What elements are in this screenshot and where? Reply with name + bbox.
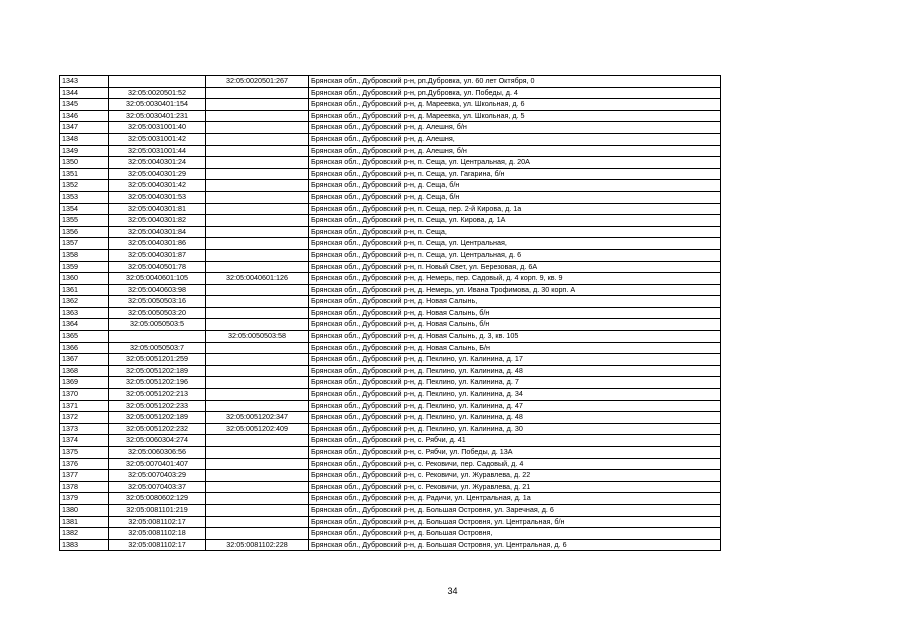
- address-cell: Брянская обл., Дубровский р-н, д. Большая Островня, ул. Заречная, д. 6: [309, 504, 721, 516]
- cadastral-number-cell: 32:05:0051202:189: [109, 365, 206, 377]
- address-cell: Брянская обл., Дубровский р-н, п. Сеща, пер. 2-й Кирова, д. 1а: [309, 203, 721, 215]
- table-row: [60, 273, 721, 285]
- table-row: [60, 331, 721, 343]
- address-cell: Брянская обл., Дубровский р-н, п. Новый Свет, ул. Березовая, д. 6А: [309, 261, 721, 273]
- linked-cadastral-number-cell: 32:05:0050503:58: [206, 331, 309, 343]
- linked-cadastral-number-cell: [206, 238, 309, 250]
- table-row: [60, 365, 721, 377]
- row-number-cell: 1347: [60, 122, 109, 134]
- cadastral-number-cell: 32:05:0081102:17: [109, 516, 206, 528]
- address-cell: Брянская обл., Дубровский р-н, п. Сеща, ул. Центральная, д. 6: [309, 249, 721, 261]
- table-row: [60, 99, 721, 111]
- table-row: [60, 180, 721, 192]
- linked-cadastral-number-cell: [206, 435, 309, 447]
- address-cell: Брянская обл., Дубровский р-н, п. Сеща, ул. Центральная, д. 20А: [309, 157, 721, 169]
- address-cell: Брянская обл., Дубровский р-н, д. Пеклино, ул. Калинина, д. 7: [309, 377, 721, 389]
- cadastral-number-cell: 32:05:0051202:232: [109, 423, 206, 435]
- address-cell: Брянская обл., Дубровский р-н, п. Сеща, ул. Гагарина, б/н: [309, 168, 721, 180]
- address-cell: Брянская обл., Дубровский р-н, рп.Дубровка, ул. 60 лет Октября, 0: [309, 76, 721, 88]
- table-row: [60, 481, 721, 493]
- linked-cadastral-number-cell: [206, 157, 309, 169]
- row-number-cell: 1346: [60, 110, 109, 122]
- linked-cadastral-number-cell: [206, 110, 309, 122]
- linked-cadastral-number-cell: [206, 458, 309, 470]
- address-cell: Брянская обл., Дубровский р-н, д. Пеклино, ул. Калинина, д. 34: [309, 389, 721, 401]
- address-cell: Брянская обл., Дубровский р-н, д. Пеклино, ул. Калинина, д. 48: [309, 365, 721, 377]
- address-cell: Брянская обл., Дубровский р-н, д. Новая Салынь, Б/н: [309, 342, 721, 354]
- row-number-cell: 1379: [60, 493, 109, 505]
- table-row: [60, 504, 721, 516]
- linked-cadastral-number-cell: [206, 307, 309, 319]
- cadastral-number-cell: 32:05:0081102:17: [109, 539, 206, 551]
- row-number-cell: 1382: [60, 528, 109, 540]
- table-row: [60, 400, 721, 412]
- linked-cadastral-number-cell: [206, 226, 309, 238]
- address-cell: Брянская обл., Дубровский р-н, д. Новая Салынь,: [309, 296, 721, 308]
- cadastral-number-cell: 32:05:0020501:52: [109, 87, 206, 99]
- linked-cadastral-number-cell: [206, 504, 309, 516]
- row-number-cell: 1371: [60, 400, 109, 412]
- address-cell: Брянская обл., Дубровский р-н, д. Большая Островня, ул. Центральная, д. 6: [309, 539, 721, 551]
- row-number-cell: 1345: [60, 99, 109, 111]
- table-row: [60, 447, 721, 459]
- address-cell: Брянская обл., Дубровский р-н, д. Немерь, пер. Садовый, д. 4 корп. 9, кв. 9: [309, 273, 721, 285]
- linked-cadastral-number-cell: [206, 319, 309, 331]
- table-row: [60, 354, 721, 366]
- address-cell: Брянская обл., Дубровский р-н, д. Немерь, ул. Ивана Трофимова, д. 30 корп. А: [309, 284, 721, 296]
- table-row: [60, 157, 721, 169]
- table-row: [60, 296, 721, 308]
- linked-cadastral-number-cell: [206, 493, 309, 505]
- cadastral-number-cell: 32:05:0070403:37: [109, 481, 206, 493]
- cadastral-number-cell: 32:05:0040601:105: [109, 273, 206, 285]
- cadastral-number-cell: 32:05:0070401:407: [109, 458, 206, 470]
- table-row: [60, 284, 721, 296]
- address-cell: Брянская обл., Дубровский р-н, д. Пеклино, ул. Калинина, д. 30: [309, 423, 721, 435]
- cadastral-number-cell: 32:05:0081102:18: [109, 528, 206, 540]
- address-cell: Брянская обл., Дубровский р-н, д. Алешня,: [309, 133, 721, 145]
- linked-cadastral-number-cell: [206, 284, 309, 296]
- row-number-cell: 1368: [60, 365, 109, 377]
- cadastral-number-cell: 32:05:0040301:87: [109, 249, 206, 261]
- table-row: [60, 307, 721, 319]
- cadastral-number-cell: 32:05:0081101:219: [109, 504, 206, 516]
- table-row: [60, 493, 721, 505]
- cadastral-number-cell: 32:05:0070403:29: [109, 470, 206, 482]
- cadastral-number-cell: [109, 76, 206, 88]
- cadastral-number-cell: 32:05:0050503:5: [109, 319, 206, 331]
- row-number-cell: 1359: [60, 261, 109, 273]
- table-row: [60, 458, 721, 470]
- row-number-cell: 1357: [60, 238, 109, 250]
- linked-cadastral-number-cell: [206, 389, 309, 401]
- table-row: [60, 145, 721, 157]
- cadastral-number-cell: 32:05:0050503:20: [109, 307, 206, 319]
- cadastral-number-cell: 32:05:0040301:82: [109, 215, 206, 227]
- row-number-cell: 1349: [60, 145, 109, 157]
- cadastral-number-cell: 32:05:0030401:154: [109, 99, 206, 111]
- cadastral-number-cell: 32:05:0080602:129: [109, 493, 206, 505]
- address-cell: Брянская обл., Дубровский р-н, с. Рековичи, пер. Садовый, д. 4: [309, 458, 721, 470]
- table-row: [60, 528, 721, 540]
- row-number-cell: 1358: [60, 249, 109, 261]
- row-number-cell: 1370: [60, 389, 109, 401]
- linked-cadastral-number-cell: [206, 133, 309, 145]
- row-number-cell: 1377: [60, 470, 109, 482]
- table-row: [60, 203, 721, 215]
- row-number-cell: 1356: [60, 226, 109, 238]
- address-cell: Брянская обл., Дубровский р-н, п. Сеща, ул. Центральная,: [309, 238, 721, 250]
- table-row: [60, 377, 721, 389]
- cadastral-number-cell: 32:05:0051202:196: [109, 377, 206, 389]
- linked-cadastral-number-cell: [206, 87, 309, 99]
- linked-cadastral-number-cell: [206, 168, 309, 180]
- linked-cadastral-number-cell: [206, 354, 309, 366]
- address-cell: Брянская обл., Дубровский р-н, с. Рябчи, ул. Победы, д. 13А: [309, 447, 721, 459]
- row-number-cell: 1364: [60, 319, 109, 331]
- records-table: [59, 75, 721, 551]
- table-row: [60, 389, 721, 401]
- address-cell: Брянская обл., Дубровский р-н, д. Новая Салынь, б/н: [309, 319, 721, 331]
- address-cell: Брянская обл., Дубровский р-н, с. Рековичи, ул. Журавлева, д. 22: [309, 470, 721, 482]
- address-cell: Брянская обл., Дубровский р-н, д. Мареевка, ул. Школьная, д. 5: [309, 110, 721, 122]
- table-row: [60, 423, 721, 435]
- address-cell: Брянская обл., Дубровский р-н, п. Сеща,: [309, 226, 721, 238]
- address-cell: Брянская обл., Дубровский р-н, с. Рябчи, д. 41: [309, 435, 721, 447]
- linked-cadastral-number-cell: 32:05:0051202:347: [206, 412, 309, 424]
- row-number-cell: 1376: [60, 458, 109, 470]
- table-row: [60, 110, 721, 122]
- cadastral-number-cell: 32:05:0050503:7: [109, 342, 206, 354]
- linked-cadastral-number-cell: [206, 203, 309, 215]
- cadastral-number-cell: 32:05:0051201:259: [109, 354, 206, 366]
- cadastral-number-cell: 32:05:0040603:98: [109, 284, 206, 296]
- linked-cadastral-number-cell: 32:05:0040601:126: [206, 273, 309, 285]
- row-number-cell: 1361: [60, 284, 109, 296]
- linked-cadastral-number-cell: 32:05:0020501:267: [206, 76, 309, 88]
- records-table-body: [60, 76, 721, 551]
- table-row: [60, 168, 721, 180]
- row-number-cell: 1381: [60, 516, 109, 528]
- linked-cadastral-number-cell: [206, 249, 309, 261]
- row-number-cell: 1343: [60, 76, 109, 88]
- linked-cadastral-number-cell: [206, 528, 309, 540]
- cadastral-number-cell: 32:05:0030401:231: [109, 110, 206, 122]
- table-row: [60, 539, 721, 551]
- row-number-cell: 1380: [60, 504, 109, 516]
- linked-cadastral-number-cell: [206, 215, 309, 227]
- linked-cadastral-number-cell: [206, 377, 309, 389]
- row-number-cell: 1367: [60, 354, 109, 366]
- table-row: [60, 191, 721, 203]
- address-cell: Брянская обл., Дубровский р-н, д. Алешня, б/н: [309, 145, 721, 157]
- linked-cadastral-number-cell: [206, 145, 309, 157]
- address-cell: Брянская обл., Дубровский р-н, д. Сеща, б/н: [309, 191, 721, 203]
- address-cell: Брянская обл., Дубровский р-н, д. Алешня, б/н: [309, 122, 721, 134]
- row-number-cell: 1363: [60, 307, 109, 319]
- address-cell: Брянская обл., Дубровский р-н, д. Большая Островня,: [309, 528, 721, 540]
- linked-cadastral-number-cell: [206, 447, 309, 459]
- cadastral-number-cell: 32:05:0031001:40: [109, 122, 206, 134]
- linked-cadastral-number-cell: [206, 470, 309, 482]
- cadastral-number-cell: 32:05:0050503:16: [109, 296, 206, 308]
- linked-cadastral-number-cell: [206, 516, 309, 528]
- cadastral-number-cell: 32:05:0040301:24: [109, 157, 206, 169]
- cadastral-number-cell: 32:05:0060304:274: [109, 435, 206, 447]
- row-number-cell: 1352: [60, 180, 109, 192]
- cadastral-number-cell: [109, 331, 206, 343]
- cadastral-number-cell: 32:05:0040301:53: [109, 191, 206, 203]
- address-cell: Брянская обл., Дубровский р-н, д. Пеклино, ул. Калинина, д. 47: [309, 400, 721, 412]
- row-number-cell: 1378: [60, 481, 109, 493]
- address-cell: Брянская обл., Дубровский р-н, д. Пеклино, ул. Калинина, д. 17: [309, 354, 721, 366]
- table-row: [60, 87, 721, 99]
- row-number-cell: 1373: [60, 423, 109, 435]
- row-number-cell: 1351: [60, 168, 109, 180]
- linked-cadastral-number-cell: [206, 400, 309, 412]
- row-number-cell: 1355: [60, 215, 109, 227]
- linked-cadastral-number-cell: 32:05:0081102:228: [206, 539, 309, 551]
- cadastral-number-cell: 32:05:0051202:189: [109, 412, 206, 424]
- table-row: [60, 319, 721, 331]
- cadastral-number-cell: 32:05:0040301:42: [109, 180, 206, 192]
- address-cell: Брянская обл., Дубровский р-н, д. Пеклино, ул. Калинина, д. 48: [309, 412, 721, 424]
- table-row: [60, 76, 721, 88]
- row-number-cell: 1365: [60, 331, 109, 343]
- linked-cadastral-number-cell: [206, 99, 309, 111]
- cadastral-number-cell: 32:05:0040301:29: [109, 168, 206, 180]
- table-row: [60, 122, 721, 134]
- cadastral-number-cell: 32:05:0040301:81: [109, 203, 206, 215]
- linked-cadastral-number-cell: [206, 296, 309, 308]
- table-row: [60, 412, 721, 424]
- row-number-cell: 1362: [60, 296, 109, 308]
- row-number-cell: 1348: [60, 133, 109, 145]
- linked-cadastral-number-cell: 32:05:0051202:409: [206, 423, 309, 435]
- address-cell: Брянская обл., Дубровский р-н, д. Новая Салынь, д. 3, кв. 105: [309, 331, 721, 343]
- table-row: [60, 342, 721, 354]
- cadastral-number-cell: 32:05:0040301:86: [109, 238, 206, 250]
- row-number-cell: 1383: [60, 539, 109, 551]
- linked-cadastral-number-cell: [206, 342, 309, 354]
- address-cell: Брянская обл., Дубровский р-н, п. Сеща, ул. Кирова, д. 1А: [309, 215, 721, 227]
- address-cell: Брянская обл., Дубровский р-н, д. Новая Салынь, б/н: [309, 307, 721, 319]
- cadastral-number-cell: 32:05:0031001:42: [109, 133, 206, 145]
- table-row: [60, 133, 721, 145]
- cadastral-number-cell: 32:05:0051202:233: [109, 400, 206, 412]
- address-cell: Брянская обл., Дубровский р-н, д. Большая Островня, ул. Центральная, б/н: [309, 516, 721, 528]
- linked-cadastral-number-cell: [206, 365, 309, 377]
- row-number-cell: 1353: [60, 191, 109, 203]
- table-row: [60, 249, 721, 261]
- cadastral-number-cell: 32:05:0040501:78: [109, 261, 206, 273]
- row-number-cell: 1372: [60, 412, 109, 424]
- table-row: [60, 238, 721, 250]
- row-number-cell: 1366: [60, 342, 109, 354]
- table-row: [60, 226, 721, 238]
- address-cell: Брянская обл., Дубровский р-н, д. Мареевка, ул. Школьная, д. 6: [309, 99, 721, 111]
- linked-cadastral-number-cell: [206, 481, 309, 493]
- address-cell: Брянская обл., Дубровский р-н, д. Радичи, ул. Центральная, д. 1а: [309, 493, 721, 505]
- row-number-cell: 1375: [60, 447, 109, 459]
- address-cell: Брянская обл., Дубровский р-н, с. Рековичи, ул. Журавлева, д. 21: [309, 481, 721, 493]
- linked-cadastral-number-cell: [206, 191, 309, 203]
- cadastral-number-cell: 32:05:0060306:56: [109, 447, 206, 459]
- table-row: [60, 435, 721, 447]
- cadastral-number-cell: 32:05:0040301:84: [109, 226, 206, 238]
- row-number-cell: 1369: [60, 377, 109, 389]
- linked-cadastral-number-cell: [206, 180, 309, 192]
- linked-cadastral-number-cell: [206, 261, 309, 273]
- linked-cadastral-number-cell: [206, 122, 309, 134]
- row-number-cell: 1350: [60, 157, 109, 169]
- table-row: [60, 261, 721, 273]
- cadastral-number-cell: 32:05:0031001:44: [109, 145, 206, 157]
- address-cell: Брянская обл., Дубровский р-н, д. Сеща, б/н: [309, 180, 721, 192]
- row-number-cell: 1360: [60, 273, 109, 285]
- row-number-cell: 1374: [60, 435, 109, 447]
- row-number-cell: 1344: [60, 87, 109, 99]
- row-number-cell: 1354: [60, 203, 109, 215]
- table-row: [60, 470, 721, 482]
- table-row: [60, 516, 721, 528]
- address-cell: Брянская обл., Дубровский р-н, рп.Дубровка, ул. Победы, д. 4: [309, 87, 721, 99]
- cadastral-number-cell: 32:05:0051202:213: [109, 389, 206, 401]
- table-row: [60, 215, 721, 227]
- page-number: 34: [447, 586, 458, 596]
